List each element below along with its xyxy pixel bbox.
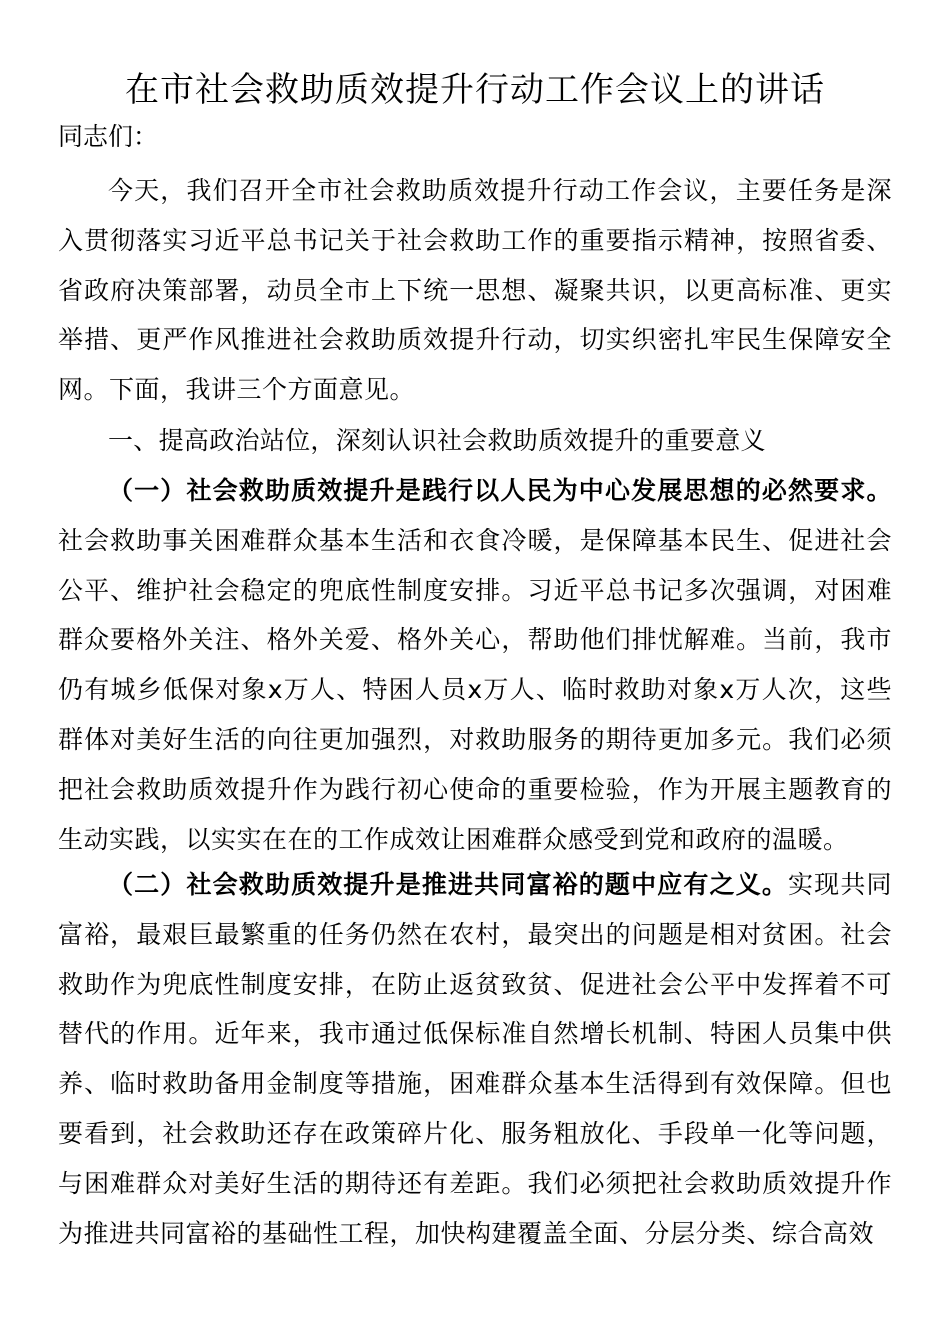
subsection-paragraph-1 — [58, 466, 892, 864]
document-title: 在市社会救助质效提升行动工作会议上的讲话 — [125, 70, 825, 110]
subsection-lead-1: （一）社会救助质效提升是践行以人民为中心发展思想的必然要求。 — [108, 476, 892, 505]
salutation: 同志们： — [58, 122, 159, 151]
section-heading-1: 一、提高政治站位，深刻认识社会救助质效提升的重要意义 — [108, 426, 766, 455]
subsection-body-1: 社会救助事关困难群众基本生活和衣食冷暖，是保障基本民生、促进社会公平、维护社会稳定的兜底性制度安排。习近平总书记多次强调，对困难群众要格外关注、格外关爱、格外关心，帮助他们排忧解难。当前，我市仍有城乡低保对象x万人、特困人员x万人、临时救助对象x万人次，这些群体对美好生活的向往更加强烈，对救助服务的期待更加多元。我们必须把社会救助质效提升作为践行初心使命的重要检验，作为开展主题教育的生动实践，以实实在在的工作成效让困难群众感受到党和政府的温暖。 — [58, 525, 892, 854]
subsection-paragraph-2 — [58, 860, 892, 1258]
subsection-lead-2: （二）社会救助质效提升是推进共同富裕的题中应有之义。 — [108, 870, 789, 899]
intro-paragraph: 今天，我们召开全市社会救助质效提升行动工作会议，主要任务是深入贯彻落实习近平总书记关于社会救助工作的重要指示精神，按照省委、省政府决策部署，动员全市上下统一思想、凝聚共识，以更高标准、更实举措、更严作风推进社会救助质效提升行动，切实织密扎牢民生保障安全网。下面，我讲三个方面意见。 — [58, 176, 892, 405]
subsection-body-2: 实现共同富裕，最艰巨最繁重的任务仍然在农村，最突出的问题是相对贫困。社会救助作为兜底性制度安排，在防止返贫致贫、促进社会公平中发挥着不可替代的作用。近年来，我市通过低保标准自然增长机制、特困人员集中供养、临时救助备用金制度等措施，困难群众基本生活得到有效保障。但也要看到，社会救助还存在政策碎片化、服务粗放化、手段单一化等问题，与困难群众对美好生活的期待还有差距。我们必须把社会救助质效提升作为推进共同富裕的基础性工程，加快构建覆盖全面、分层分类、综合高效 — [58, 870, 892, 1248]
